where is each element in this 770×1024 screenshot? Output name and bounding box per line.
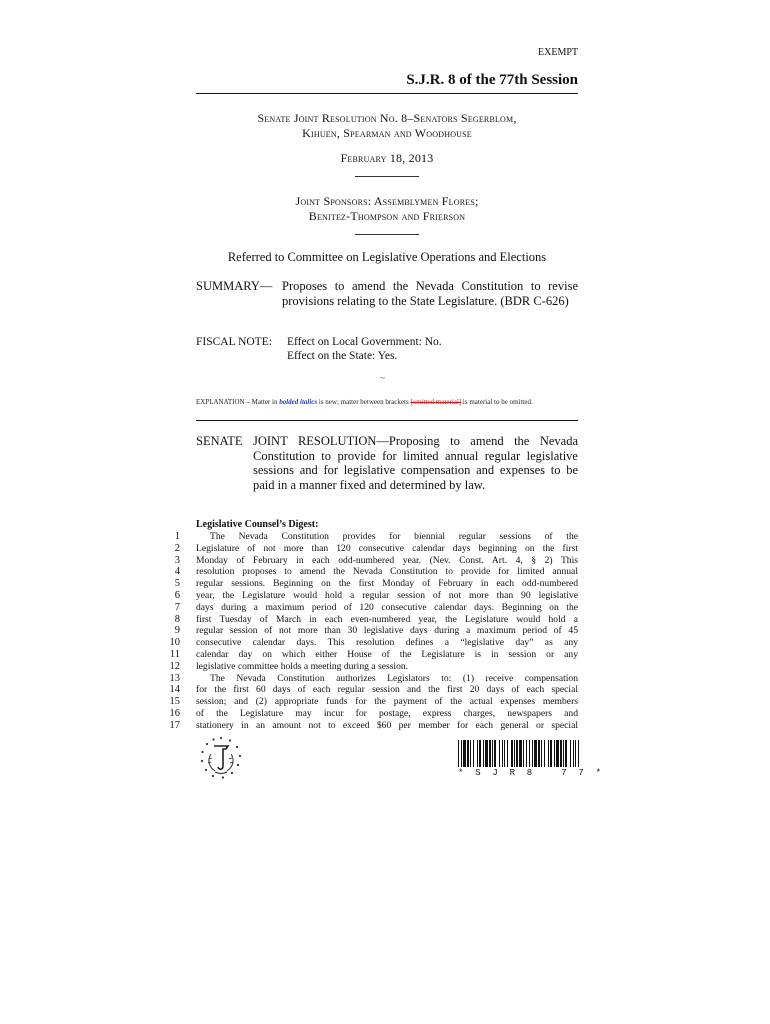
digest-line: resolution proposes to amend the Nevada Constitution to provide for limited annual: [196, 566, 578, 578]
digest-line: Legislature of not more than 120 consecutive calendar days beginning on the first: [196, 542, 578, 554]
line-number: 15: [169, 696, 180, 708]
resolution-title-first: SENATE JOINT RESOLUTION—Proposing to amend the Nevada: [196, 434, 578, 448]
sponsors-block: [196, 111, 578, 141]
line-number: 2: [174, 542, 180, 554]
separator-2: [355, 234, 419, 235]
state-seal-icon: [197, 734, 245, 782]
digest-line: regular session of not more than 30 legislative days during a maximum period of 45: [196, 625, 578, 637]
digest-line: for the first 60 days of each regular session and the first 20 days of each special: [196, 684, 578, 696]
explanation-pre: EXPLANATION – Matter in: [196, 398, 280, 406]
summary-text: Proposes to amend the Nevada Constitution to revise provisions relating to the State Legislature. (BDR C-626): [282, 279, 578, 308]
tilde-mark: ~: [380, 373, 385, 383]
line-number: 5: [174, 578, 180, 590]
digest-line: regular sessions. Beginning on the first Monday of February in each odd-numbered: [196, 578, 578, 590]
barcode-icon: [458, 740, 580, 767]
explanation-new-text: bolded italics: [279, 398, 318, 406]
line-number: 14: [169, 684, 180, 696]
referred-line: Referred to Committee on Legislative Operations and Elections: [227, 250, 547, 264]
date-line: February 18, 2013: [340, 151, 434, 165]
header-rule: [196, 93, 578, 94]
sponsors-line-1: Senate Joint Resolution No. 8–Senators Segerblom,: [257, 111, 517, 125]
digest-line: first Tuesday of March in each even-numbered year, the Legislature would hold a: [196, 613, 578, 625]
joint-sponsors-line-1: Joint Sponsors: Assemblymen Flores;: [295, 194, 479, 208]
digest-line: year, the Legislature would hold a regular session of not more than 90 legislative: [196, 589, 578, 601]
line-number: 16: [169, 707, 180, 719]
line-number: 12: [169, 660, 180, 672]
session-title: S.J.R. 8 of the 77th Session: [406, 72, 578, 88]
line-number: 8: [174, 613, 180, 625]
fiscal-line-1: Effect on Local Government: No.: [287, 336, 442, 348]
explanation-mid: is new; matter between brackets: [317, 398, 411, 406]
digest-line: of the Legislature may incur for postage, express charges, newspapers and: [196, 707, 578, 719]
line-number: 1: [174, 531, 180, 542]
joint-sponsors-line-2: Benitez-Thompson and Frierson: [308, 209, 466, 223]
digest-line: The Nevada Constitution authorizes Legislators to: (1) receive compensation: [210, 672, 578, 684]
line-number: 7: [174, 601, 180, 613]
line-number: 13: [169, 672, 180, 684]
digest-heading: Legislative Counsel’s Digest:: [196, 519, 319, 530]
digest-line: stationery in an amount not to exceed $60 per member for each general or special: [196, 719, 578, 731]
digest-line: consecutive calendar days. This resolution defines a “legislative day” as any: [196, 637, 578, 649]
line-number: 9: [174, 625, 180, 637]
sponsors-line-2: Kihuen, Spearman and Woodhouse: [302, 126, 472, 140]
digest-line: days during a maximum period of 120 consecutive calendar days. Beginning on the: [196, 601, 578, 613]
fiscal-label: FISCAL NOTE:: [196, 336, 272, 348]
explanation-omit-text: [omitted material]: [410, 398, 462, 406]
digest-line: calendar day on which either House of the Legislature is in session or any: [196, 648, 578, 660]
exempt-label: EXEMPT: [538, 47, 578, 58]
line-number: 11: [169, 648, 180, 660]
line-number: 6: [174, 589, 180, 601]
fiscal-text: [287, 335, 442, 363]
line-number: 10: [169, 637, 180, 649]
barcode-text: * S J R 8 7 7 *: [458, 768, 605, 778]
explanation-line: [196, 398, 578, 406]
resolution-title-rest: Constitution to provide for limited annual regular legislative sessions and for legislative compensation and expenses to be paid in a manner fixed and determined by law.: [253, 448, 578, 492]
resolution-title: [196, 434, 578, 492]
line-number: 4: [174, 566, 180, 578]
line-number: 3: [174, 554, 180, 566]
digest-line: The Nevada Constitution provides for biennial regular sessions of the: [210, 531, 578, 542]
explanation-rule: [196, 420, 578, 421]
digest-line: session; and (2) appropriate funds for the payment of the actual expenses members: [196, 696, 578, 708]
joint-sponsors-block: [196, 194, 578, 224]
summary-label: SUMMARY—: [196, 279, 273, 293]
line-numbers: [150, 531, 180, 732]
digest-text: [196, 531, 578, 732]
digest-line: Monday of February in each odd-numbered year. (Nev. Const. Art. 4, § 2) This: [196, 554, 578, 566]
digest-line: legislative committee holds a meeting during a session.: [196, 660, 409, 672]
line-number: 17: [169, 719, 180, 731]
fiscal-line-2: Effect on the State: Yes.: [287, 350, 398, 362]
explanation-post: is material to be omitted.: [461, 398, 533, 406]
separator-1: [355, 176, 419, 177]
